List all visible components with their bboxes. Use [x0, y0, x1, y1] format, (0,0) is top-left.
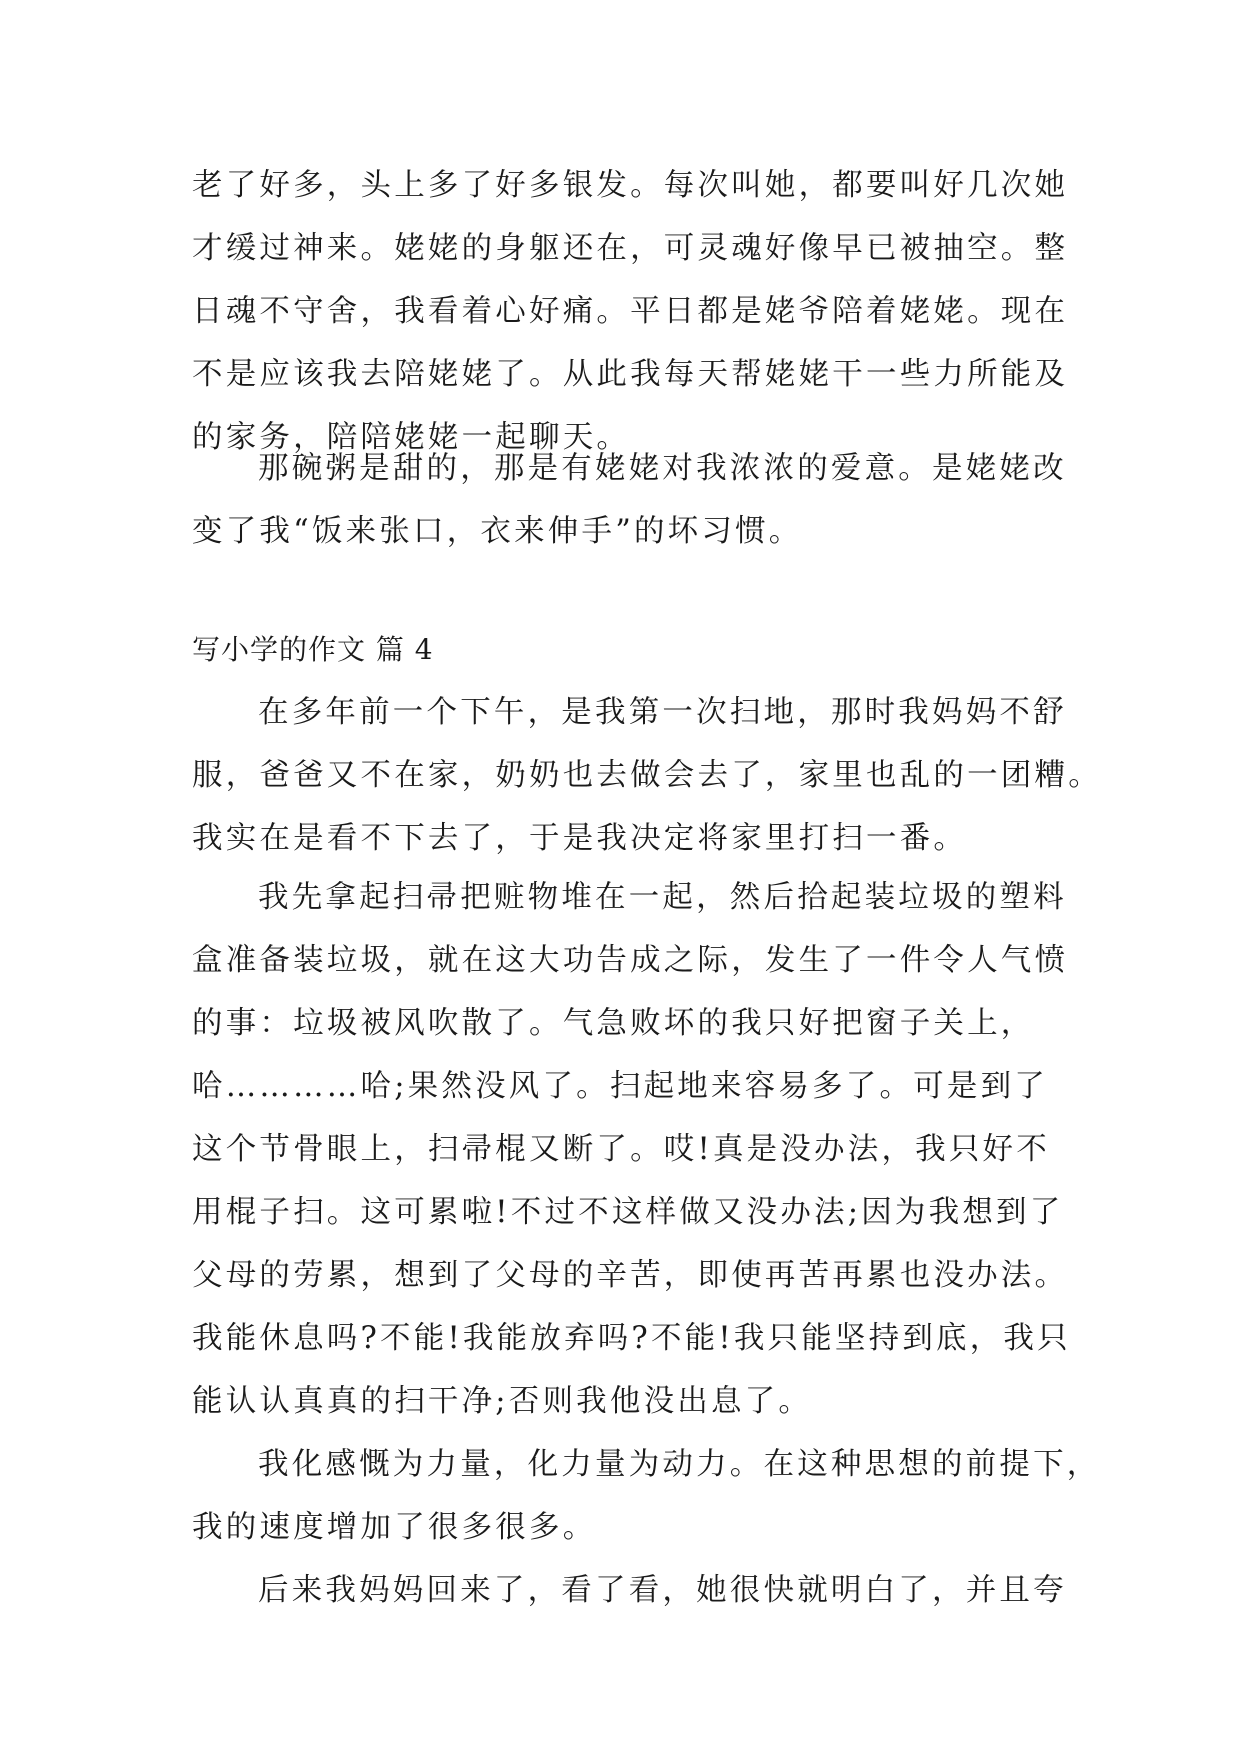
- section-heading: 写小学的作文 篇 4: [192, 633, 434, 666]
- section4-paragraph-2: [192, 866, 1071, 1433]
- text-line: 我实在是看不下去了，于是我决定将家里打扫一番。: [192, 821, 968, 856]
- section4-paragraph-4: [192, 1559, 1067, 1622]
- paragraph-continued-2: [192, 437, 1067, 563]
- text-line: 日魂不守舍，我看着心好痛。平日都是姥爷陪着姥姥。现在: [192, 294, 1069, 329]
- section-heading-block: [192, 618, 1052, 681]
- section4-paragraph-3: [192, 1433, 1101, 1559]
- section4-paragraph-1: [192, 681, 1102, 870]
- text-line: 不是应该我去陪姥姥了。从此我每天帮姥姥干一些力所能及: [192, 357, 1069, 392]
- text-line: 的家务，陪陪姥姥一起聊天。: [192, 420, 631, 455]
- text-line: 变了我“饭来张口，衣来伸手”的坏习惯。: [192, 514, 803, 549]
- text-line: 父母的劳累，想到了父母的辛苦，即使再苦再累也没办法。: [192, 1258, 1069, 1293]
- text-line: 才缓过神来。姥姥的身躯还在，可灵魂好像早已被抽空。整: [192, 231, 1069, 266]
- text-line: 的事：垃圾被风吹散了。气急败坏的我只好把窗子关上，: [192, 1006, 1035, 1041]
- text-line: 后来我妈妈回来了，看了看，她很快就明白了，并且夸: [258, 1573, 1067, 1608]
- text-line: 这个节骨眼上，扫帚棍又断了。哎!真是没办法，我只好不: [192, 1132, 1050, 1167]
- text-line: 老了好多，头上多了好多银发。每次叫她，都要叫好几次她: [192, 168, 1069, 203]
- text-line: 在多年前一个下午，是我第一次扫地，那时我妈妈不舒: [258, 695, 1067, 730]
- text-line: 盒准备装垃圾，就在这大功告成之际，发生了一件令人气愤: [192, 943, 1069, 978]
- text-line: 用棍子扫。这可累啦!不过不这样做又没办法;因为我想到了: [192, 1195, 1064, 1230]
- text-line: 那碗粥是甜的，那是有姥姥对我浓浓的爱意。是姥姥改: [258, 451, 1067, 486]
- text-line: 我先拿起扫帚把赃物堆在一起，然后拾起装垃圾的塑料: [258, 880, 1067, 915]
- text-line: 我的速度增加了很多很多。: [192, 1510, 597, 1545]
- text-line: 哈…………哈;果然没风了。扫起地来容易多了。可是到了: [192, 1069, 1048, 1104]
- text-line: 能认认真真的扫干净;否则我他没出息了。: [192, 1384, 813, 1419]
- text-line: 我能休息吗?不能!我能放弃吗?不能!我只能坚持到底，我只: [192, 1321, 1071, 1356]
- text-line: 我化感慨为力量，化力量为动力。在这种思想的前提下，: [258, 1447, 1101, 1482]
- paragraph-continued-1: [192, 154, 1069, 469]
- text-line: 服，爸爸又不在家，奶奶也去做会去了，家里也乱的一团糟。: [192, 758, 1102, 793]
